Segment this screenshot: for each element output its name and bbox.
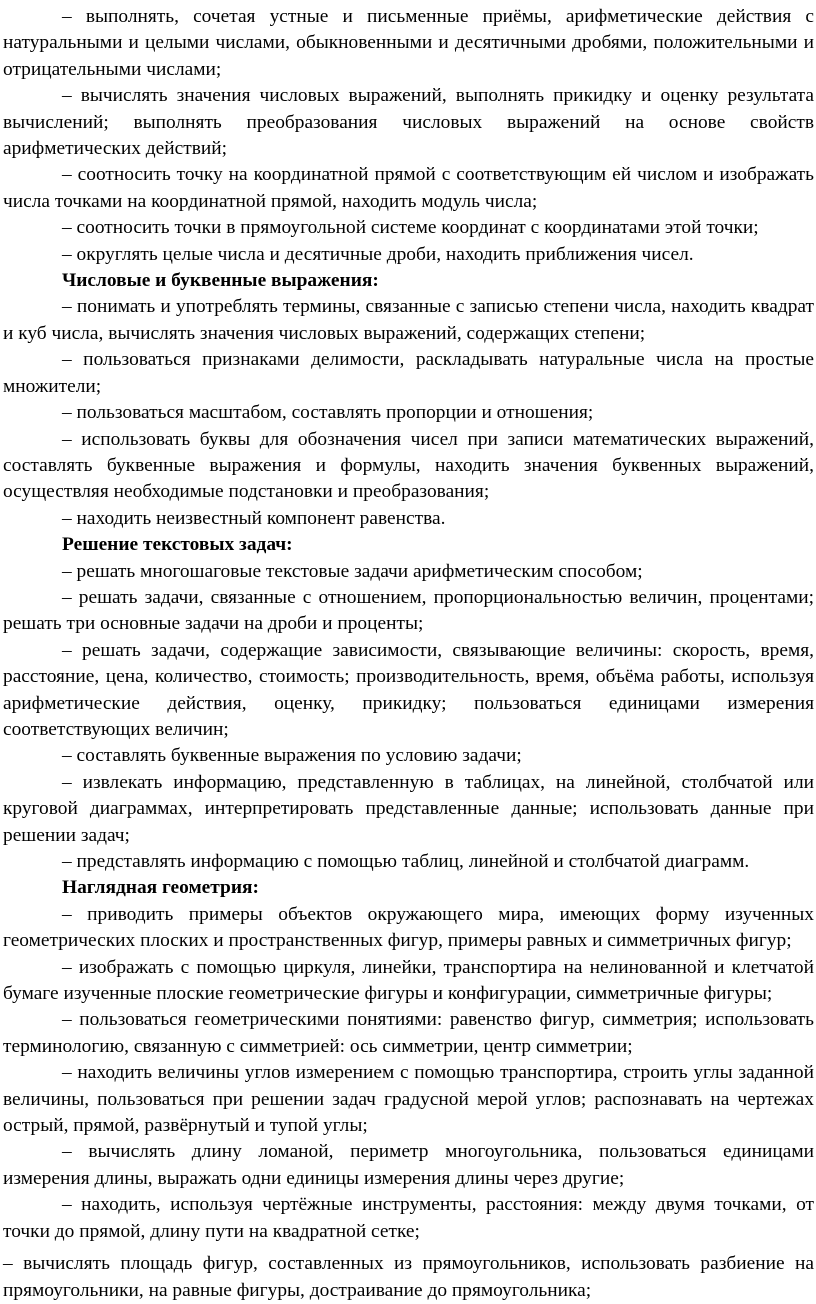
list-item: – пользоваться признаками делимости, раскладывать натуральные числа на простые множители; xyxy=(3,349,814,397)
list-item: – вычислять длину ломаной, периметр многоугольника, пользоваться единицами измерения длины, выражать одни единицы измерения длины через другие; xyxy=(3,1141,814,1189)
list-item: – находить величины углов измерением с помощью транспортира, строить углы заданной величины, пользоваться при решении задач градусной мерой углов; распознавать на чертежах острый, прямой, развёрнутый и тупой углы; xyxy=(3,1062,814,1137)
list-item: – вычислять площадь фигур, составленных из прямоугольников, использовать разбиение на прямоугольники, на равные фигуры, достраивание до прямоугольника; xyxy=(3,1253,814,1301)
list-item: – извлекать информацию, представленную в таблицах, на линейной, столбчатой или круговой диаграммах, интерпретировать представленные данные; использовать данные при решении задач; xyxy=(3,771,814,846)
list-item: – округлять целые числа и десятичные дроби, находить приближения чисел. xyxy=(62,243,694,265)
section-heading: Решение текстовых задач: xyxy=(62,534,293,556)
list-item: – использовать буквы для обозначения чисел при записи математических выражений, составлять буквенные выражения и формулы, находить значения буквенных выражений, осуществляя необходимые подстановки и преобразования; xyxy=(3,428,814,503)
list-item: – выполнять, сочетая устные и письменные приёмы, арифметические действия с натуральными и целыми числами, обыкновенными и десятичными дробями, положительными и отрицательными числами; xyxy=(3,6,814,80)
list-item: – приводить примеры объектов окружающего мира, имеющих форму изученных геометрических плоских и пространственных фигур, примеры равных и симметричных фигур; xyxy=(3,903,814,952)
list-item: – решать многошаговые текстовые задачи арифметическим способом; xyxy=(62,560,643,582)
list-item: – пользоваться геометрическими понятиями: равенство фигур, симметрия; использовать терминологию, связанную с симметрией: ось симметрии, центр симметрии; xyxy=(3,1009,814,1057)
list-item: – представлять информацию с помощью таблиц, линейной и столбчатой диаграмм. xyxy=(62,851,750,872)
list-item: – находить, используя чертёжные инструменты, расстояния: между двумя точками, от точки до прямой, длину пути на квадратной сетке; xyxy=(3,1194,814,1242)
list-item: – соотносить точки в прямоугольной системе координат с координатами этой точки; xyxy=(62,217,759,239)
list-item: – решать задачи, связанные с отношением, пропорциональностью величин, процентами; решать три основные задачи на дроби и проценты; xyxy=(3,586,814,635)
list-item: – вычислять значения числовых выражений, выполнять прикидку и оценку результата вычислений; выполнять преобразования числовых выражений на основе свойств арифметических действий; xyxy=(3,85,814,160)
list-item: – соотносить точку на координатной прямой с соответствующим ей числом и изображать числа точками на координатной прямой, находить модуль числа; xyxy=(3,164,814,212)
section-heading: Числовые и буквенные выражения: xyxy=(62,270,379,292)
list-item: – решать задачи, содержащие зависимости, связывающие величины: скорость, время, расстояние, цена, количество, стоимость; производительность, время, объёма работы, используя арифметические действия, оценку, прикидку; пользоваться единицами измерения соответствующих величин; xyxy=(3,639,814,740)
list-item: – пользоваться масштабом, составлять пропорции и отношения; xyxy=(62,402,594,424)
list-item: – изображать с помощью циркуля, линейки, транспортира на нелинованной и клетчатой бумаге изученные плоские геометрические фигуры и конфигурации, симметричные фигуры; xyxy=(3,956,814,1005)
list-item: – составлять буквенные выражения по условию задачи; xyxy=(62,745,522,767)
list-item: – находить неизвестный компонент равенства. xyxy=(62,507,446,529)
section-heading: Наглядная геометрия: xyxy=(62,877,259,899)
list-item: – понимать и употреблять термины, связанные с записью степени числа, находить квадрат и куб числа, вычислять значения числовых выражений, содержащих степени; xyxy=(3,296,814,344)
